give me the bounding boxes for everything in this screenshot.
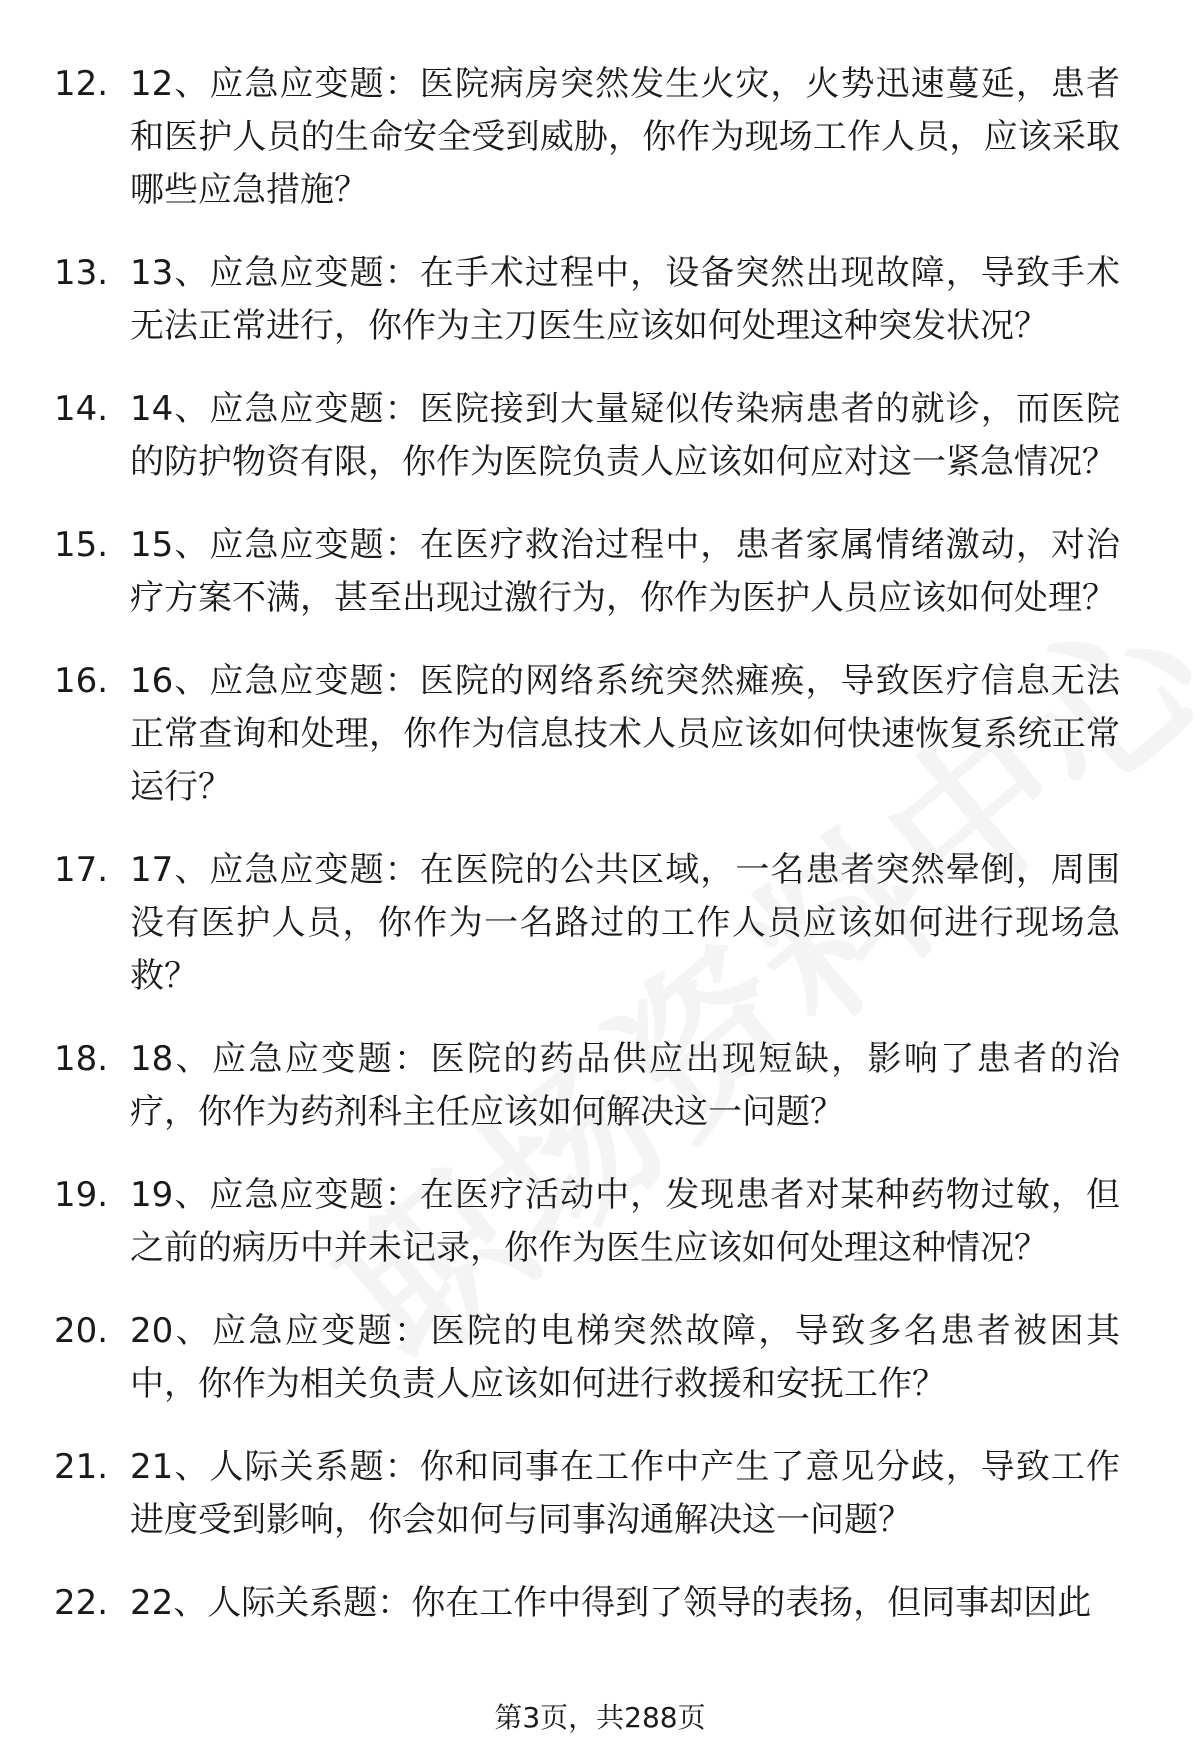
question-number: 18.	[54, 1039, 109, 1079]
question-text: 14、应急应变题：医院接到大量疑似传染病患者的就诊，而医院的防护物资有限，你作为医院负责人应该如何应对这一紧急情况？	[130, 389, 1120, 482]
question-number: 13.	[54, 253, 109, 293]
question-item	[0, 844, 1200, 1003]
question-text: 17、应急应变题：在医院的公共区域，一名患者突然晕倒，周围没有医护人员，你作为一名路过的工作人员应该如何进行现场急救？	[130, 850, 1120, 996]
question-number: 16.	[54, 661, 109, 701]
question-text: 16、应急应变题：医院的网络系统突然瘫痪，导致医疗信息无法正常查询和处理，你作为信息技术人员应该如何快速恢复系统正常运行？	[130, 661, 1120, 807]
question-item	[0, 519, 1200, 625]
question-number: 20.	[54, 1311, 109, 1351]
question-number: 22.	[54, 1583, 109, 1623]
question-item	[0, 58, 1200, 217]
question-item	[0, 383, 1200, 489]
question-item	[0, 1033, 1200, 1139]
page-footer: 第3页，共288页	[494, 1701, 706, 1734]
question-item	[0, 655, 1200, 814]
question-list	[0, 58, 1200, 1660]
question-text: 12、应急应变题：医院病房突然发生火灾，火势迅速蔓延，患者和医护人员的生命安全受到威胁，你作为现场工作人员，应该采取哪些应急措施？	[130, 64, 1120, 210]
question-text: 15、应急应变题：在医疗救治过程中，患者家属情绪激动，对治疗方案不满，甚至出现过激行为，你作为医护人员应该如何处理？	[130, 525, 1120, 618]
question-text: 21、人际关系题：你和同事在工作中产生了意见分歧，导致工作进度受到影响，你会如何与同事沟通解决这一问题？	[130, 1447, 1120, 1540]
question-number: 19.	[54, 1175, 109, 1215]
question-item	[0, 247, 1200, 353]
question-number: 21.	[54, 1447, 109, 1487]
question-number: 17.	[54, 850, 109, 890]
question-item	[0, 1305, 1200, 1411]
question-number: 15.	[54, 525, 109, 565]
question-text: 19、应急应变题：在医疗活动中，发现患者对某种药物过敏，但之前的病历中并未记录，你作为医生应该如何处理这种情况？	[130, 1175, 1120, 1268]
question-number: 12.	[54, 64, 109, 104]
question-text: 18、应急应变题：医院的药品供应出现短缺，影响了患者的治疗，你作为药剂科主任应该如何解决这一问题？	[130, 1039, 1120, 1132]
question-item	[0, 1577, 1200, 1630]
question-text: 20、应急应变题：医院的电梯突然故障，导致多名患者被困其中，你作为相关负责人应该如何进行救援和安抚工作？	[130, 1311, 1120, 1404]
question-number: 14.	[54, 389, 109, 429]
question-text: 13、应急应变题：在手术过程中，设备突然出现故障，导致手术无法正常进行，你作为主刀医生应该如何处理这种突发状况？	[130, 253, 1120, 346]
question-item	[0, 1169, 1200, 1275]
question-text: 22、人际关系题：你在工作中得到了领导的表扬，但同事却因此	[130, 1583, 1092, 1623]
question-item	[0, 1441, 1200, 1547]
